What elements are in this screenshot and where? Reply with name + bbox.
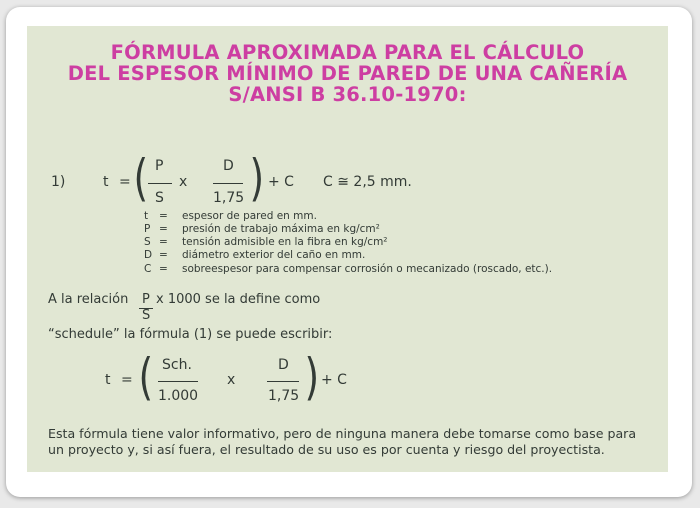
formula-2-right-paren: ) <box>304 348 320 406</box>
formula-1-lhs: t <box>103 174 109 190</box>
formula-1-frac1-bar <box>148 183 172 184</box>
formula-1-number: 1) <box>51 174 66 190</box>
formula-2-left-paren: ( <box>138 348 154 406</box>
legend-description: presión de trabajo máxima en kg/cm² <box>182 223 380 235</box>
formula-1-plus-c: + C <box>268 174 294 190</box>
legend-symbol: S <box>144 236 151 248</box>
legend-symbol: P <box>144 223 151 235</box>
formula-1-c-note: C ≅ 2,5 mm. <box>323 174 412 190</box>
formula-2-frac2-numerator: D <box>278 357 289 373</box>
note-line-1: Esta fórmula tiene valor informativo, pero de ninguna manera debe tomarse como base para <box>48 426 637 441</box>
legend-equals: = <box>159 263 168 275</box>
formula-card <box>27 26 668 472</box>
legend-equals: = <box>159 223 168 235</box>
formula-1-left-paren: ( <box>133 149 149 207</box>
title-line-1: FÓRMULA APROXIMADA PARA EL CÁLCULO <box>110 41 585 64</box>
relation-denominator: S <box>142 308 151 323</box>
legend-equals: = <box>159 249 168 261</box>
legend-equals: = <box>159 210 168 222</box>
formula-2-frac2-denominator: 1,75 <box>268 388 300 404</box>
legend-symbol: D <box>144 249 153 261</box>
title-line-3: S/ANSI B 36.10-1970: <box>228 83 467 106</box>
formula-2-lhs: t <box>105 372 111 388</box>
formula-1-times: x <box>179 174 188 190</box>
relation-prefix: A la relación <box>48 292 129 307</box>
formula-1-frac1-numerator: P <box>155 158 164 174</box>
legend-description: sobreespesor para compensar corrosión o mecanizado (roscado, etc.). <box>182 263 553 275</box>
formula-2-frac1-bar <box>158 381 198 382</box>
relation-line-2: “schedule” la fórmula (1) se puede escribir: <box>48 327 333 342</box>
formula-1-frac2-denominator: 1,75 <box>213 190 245 206</box>
legend-description: espesor de pared en mm. <box>182 210 317 222</box>
page-title <box>27 42 668 105</box>
formula-2-frac1-denominator: 1.000 <box>158 388 199 404</box>
formula-1-right-paren: ) <box>249 149 265 207</box>
formula-1-frac2-numerator: D <box>223 158 234 174</box>
formula-1-frac1-denominator: S <box>155 190 164 206</box>
formula-2-plus-c: + C <box>321 372 347 388</box>
formula-2-frac2-bar <box>267 381 299 382</box>
relation-suffix: x 1000 se la define como <box>156 292 321 307</box>
formula-2-equals: = <box>121 372 133 388</box>
legend-description: tensión admisible en la fibra en kg/cm² <box>182 236 388 248</box>
legend-symbol: t <box>144 210 149 222</box>
title-line-2: DEL ESPESOR MÍNIMO DE PARED DE UNA CAÑERÍA <box>67 62 628 85</box>
formula-2-frac1-numerator: Sch. <box>162 357 192 373</box>
relation-numerator: P <box>142 292 150 307</box>
note-line-2: un proyecto y, si así fuera, el resultado de su uso es por cuenta y riesgo del proyectista. <box>48 442 605 457</box>
legend-symbol: C <box>144 263 152 275</box>
legend-description: diámetro exterior del caño en mm. <box>182 249 366 261</box>
formula-1-equals: = <box>119 174 131 190</box>
legend-equals: = <box>159 236 168 248</box>
formula-2-times: x <box>227 372 236 388</box>
formula-1-frac2-bar <box>213 183 243 184</box>
